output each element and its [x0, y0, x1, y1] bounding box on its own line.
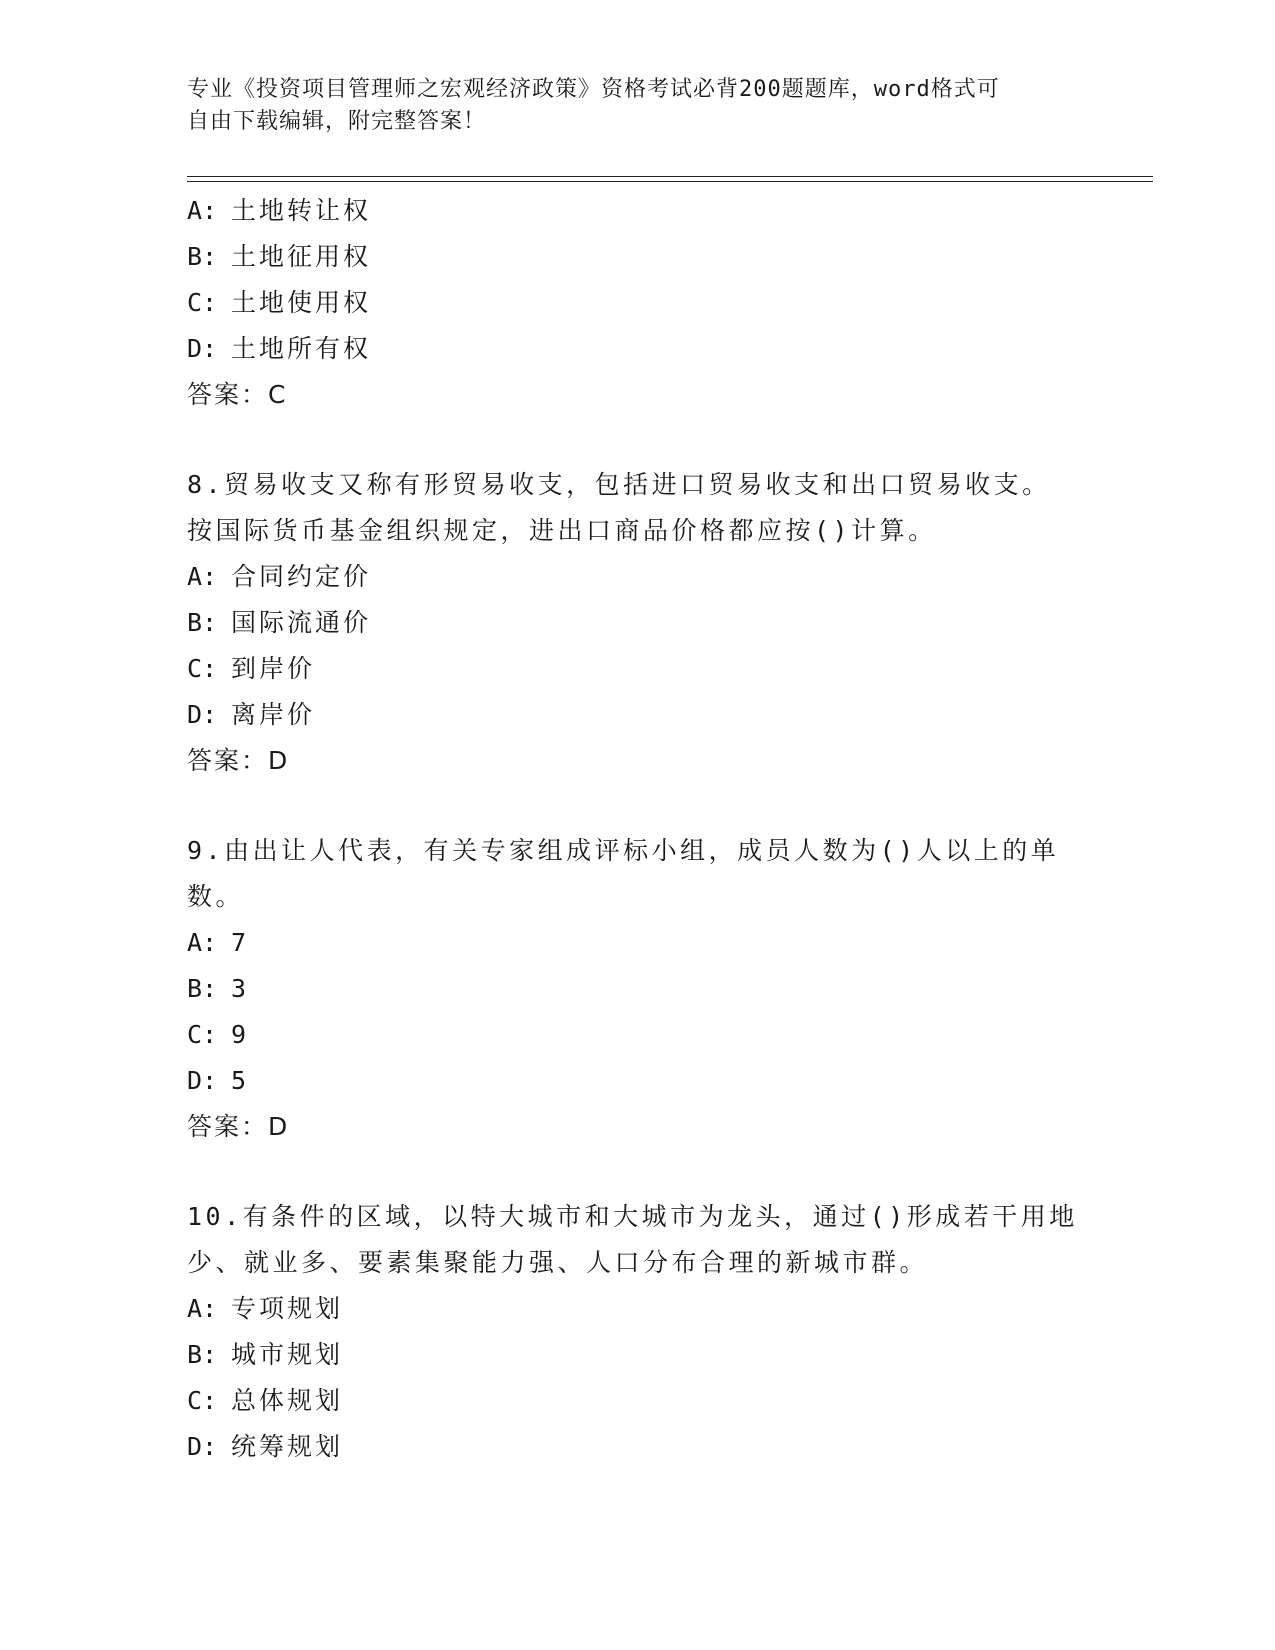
question-list	[187, 188, 1087, 1470]
option-label: B:	[187, 608, 218, 637]
option-text: 合同约定价	[231, 562, 372, 591]
question-line-1: 8.贸易收支又称有形贸易收支，包括进口贸易收支和出口贸易收支。	[187, 470, 1051, 499]
option-a	[187, 188, 1087, 234]
option-text: 国际流通价	[231, 608, 372, 637]
option-d	[187, 326, 1087, 372]
option-label: D:	[187, 1432, 218, 1461]
question-text	[187, 828, 1087, 920]
answer-line: 答案：D	[187, 1112, 290, 1141]
question-line-2: 数。	[187, 882, 245, 911]
option-b	[187, 234, 1087, 280]
option-text: 统筹规划	[231, 1432, 344, 1461]
option-text: 总体规划	[231, 1386, 344, 1415]
option-text: 城市规划	[231, 1340, 344, 1369]
header-line-2: 自由下载编辑，附完整答案！	[187, 109, 487, 134]
option-text: 7	[231, 928, 250, 957]
question-10	[187, 1194, 1087, 1470]
option-text: 土地使用权	[231, 288, 372, 317]
header-divider-bottom	[187, 181, 1153, 182]
option-text: 土地所有权	[231, 334, 372, 363]
option-label: D:	[187, 334, 218, 363]
option-a	[187, 554, 1087, 600]
option-d	[187, 1424, 1087, 1470]
option-c	[187, 1378, 1087, 1424]
option-d	[187, 692, 1087, 738]
header-line-1: 专业《投资项目管理师之宏观经济政策》资格考试必背200题题库，word格式可	[187, 77, 1000, 102]
option-label: A:	[187, 1294, 218, 1323]
option-d	[187, 1058, 1087, 1104]
question-line-1: 10.有条件的区域，以特大城市和大城市为龙头，通过()形成若干用地	[187, 1202, 1078, 1231]
option-label: A:	[187, 562, 218, 591]
option-c	[187, 280, 1087, 326]
option-label: A:	[187, 196, 218, 225]
option-label: C:	[187, 288, 218, 317]
option-text: 3	[231, 974, 250, 1003]
header-divider-top	[187, 176, 1153, 177]
option-text: 土地征用权	[231, 242, 372, 271]
option-b	[187, 1332, 1087, 1378]
option-a	[187, 920, 1087, 966]
option-label: D:	[187, 700, 218, 729]
option-label: C:	[187, 1020, 218, 1049]
option-c	[187, 1012, 1087, 1058]
question-line-1: 9.由出让人代表，有关专家组成评标小组，成员人数为()人以上的单	[187, 836, 1060, 865]
question-7	[187, 188, 1087, 418]
option-text: 5	[231, 1066, 250, 1095]
question-line-2: 按国际货币基金组织规定，进出口商品价格都应按()计算。	[187, 516, 937, 545]
option-text: 土地转让权	[231, 196, 372, 225]
option-text: 离岸价	[231, 700, 316, 729]
option-c	[187, 646, 1087, 692]
question-9	[187, 828, 1087, 1150]
answer-line: 答案：C	[187, 380, 288, 409]
option-label: A:	[187, 928, 218, 957]
option-text: 9	[231, 1020, 250, 1049]
question-8	[187, 462, 1087, 784]
option-label: B:	[187, 974, 218, 1003]
option-b	[187, 600, 1087, 646]
question-line-2: 少、就业多、要素集聚能力强、人口分布合理的新城市群。	[187, 1248, 929, 1277]
option-a	[187, 1286, 1087, 1332]
question-text	[187, 462, 1087, 554]
option-label: B:	[187, 242, 218, 271]
option-b	[187, 966, 1087, 1012]
option-label: C:	[187, 1386, 218, 1415]
option-label: B:	[187, 1340, 218, 1369]
option-label: D:	[187, 1066, 218, 1095]
document-header	[187, 74, 1067, 138]
option-label: C:	[187, 654, 218, 683]
question-text	[187, 1194, 1087, 1286]
option-text: 专项规划	[231, 1294, 344, 1323]
option-text: 到岸价	[231, 654, 316, 683]
answer-line: 答案：D	[187, 746, 290, 775]
